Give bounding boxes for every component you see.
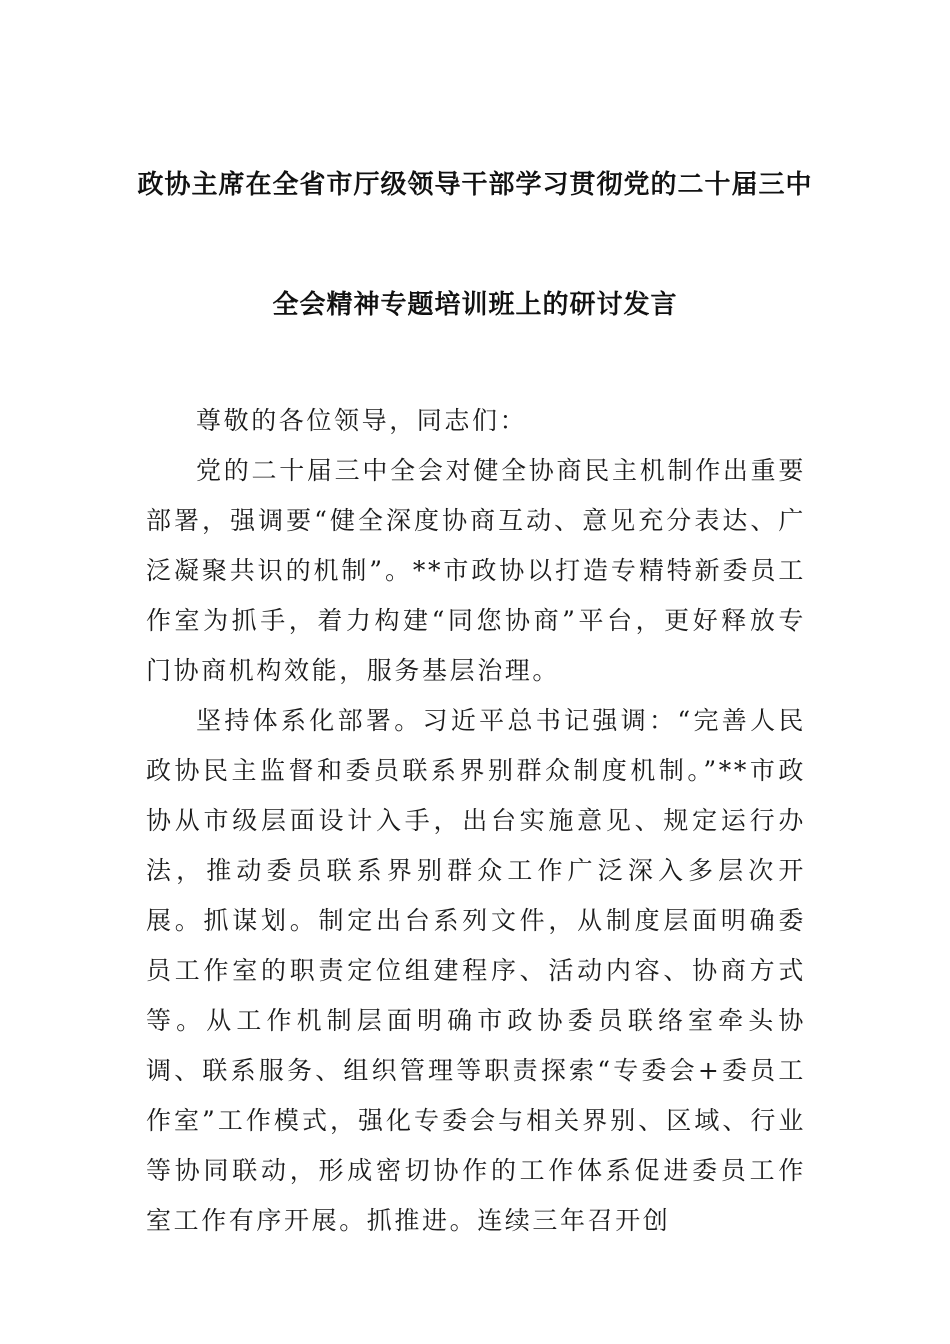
document-title-line-1: 政协主席在全省市厅级领导干部学习贯彻党的二十届三中 (137, 170, 813, 200)
salutation-paragraph: 尊敬的各位领导，同志们： (196, 406, 528, 435)
document-title-line-2: 全会精神专题培训班上的研讨发言 (272, 290, 678, 320)
intro-paragraph: 党的二十届三中全会对健全协商民主机制作出重要部署，强调要“健全深度协商互动、意见充分表达、广泛凝聚共识的机制”。**市政协以打造专精特新委员工作室为抓手，着力构建“同您协商”平台，更好释放专门协商机构效能，服务基层治理。 (146, 456, 806, 685)
document-body (146, 396, 806, 1246)
body-paragraph: 坚持体系化部署。习近平总书记强调：“完善人民政协民主监督和委员联系界别群众制度机制。”**市政协从市级层面设计入手，出台实施意见、规定运行办法，推动委员联系界别群众工作广泛深入多层次开展。抓谋划。制定出台系列文件，从制度层面明确委员工作室的职责定位组建程序、活动内容、协商方式等。从工作机制层面明确市政协委员联络室牵头协调、联系服务、组织管理等职责探索“专委会+委员工作室”工作模式，强化专委会与相关界别、区域、行业等协同联动，形成密切协作的工作体系促进委员工作室工作有序开展。抓推进。连续三年召开创 (146, 706, 806, 1235)
